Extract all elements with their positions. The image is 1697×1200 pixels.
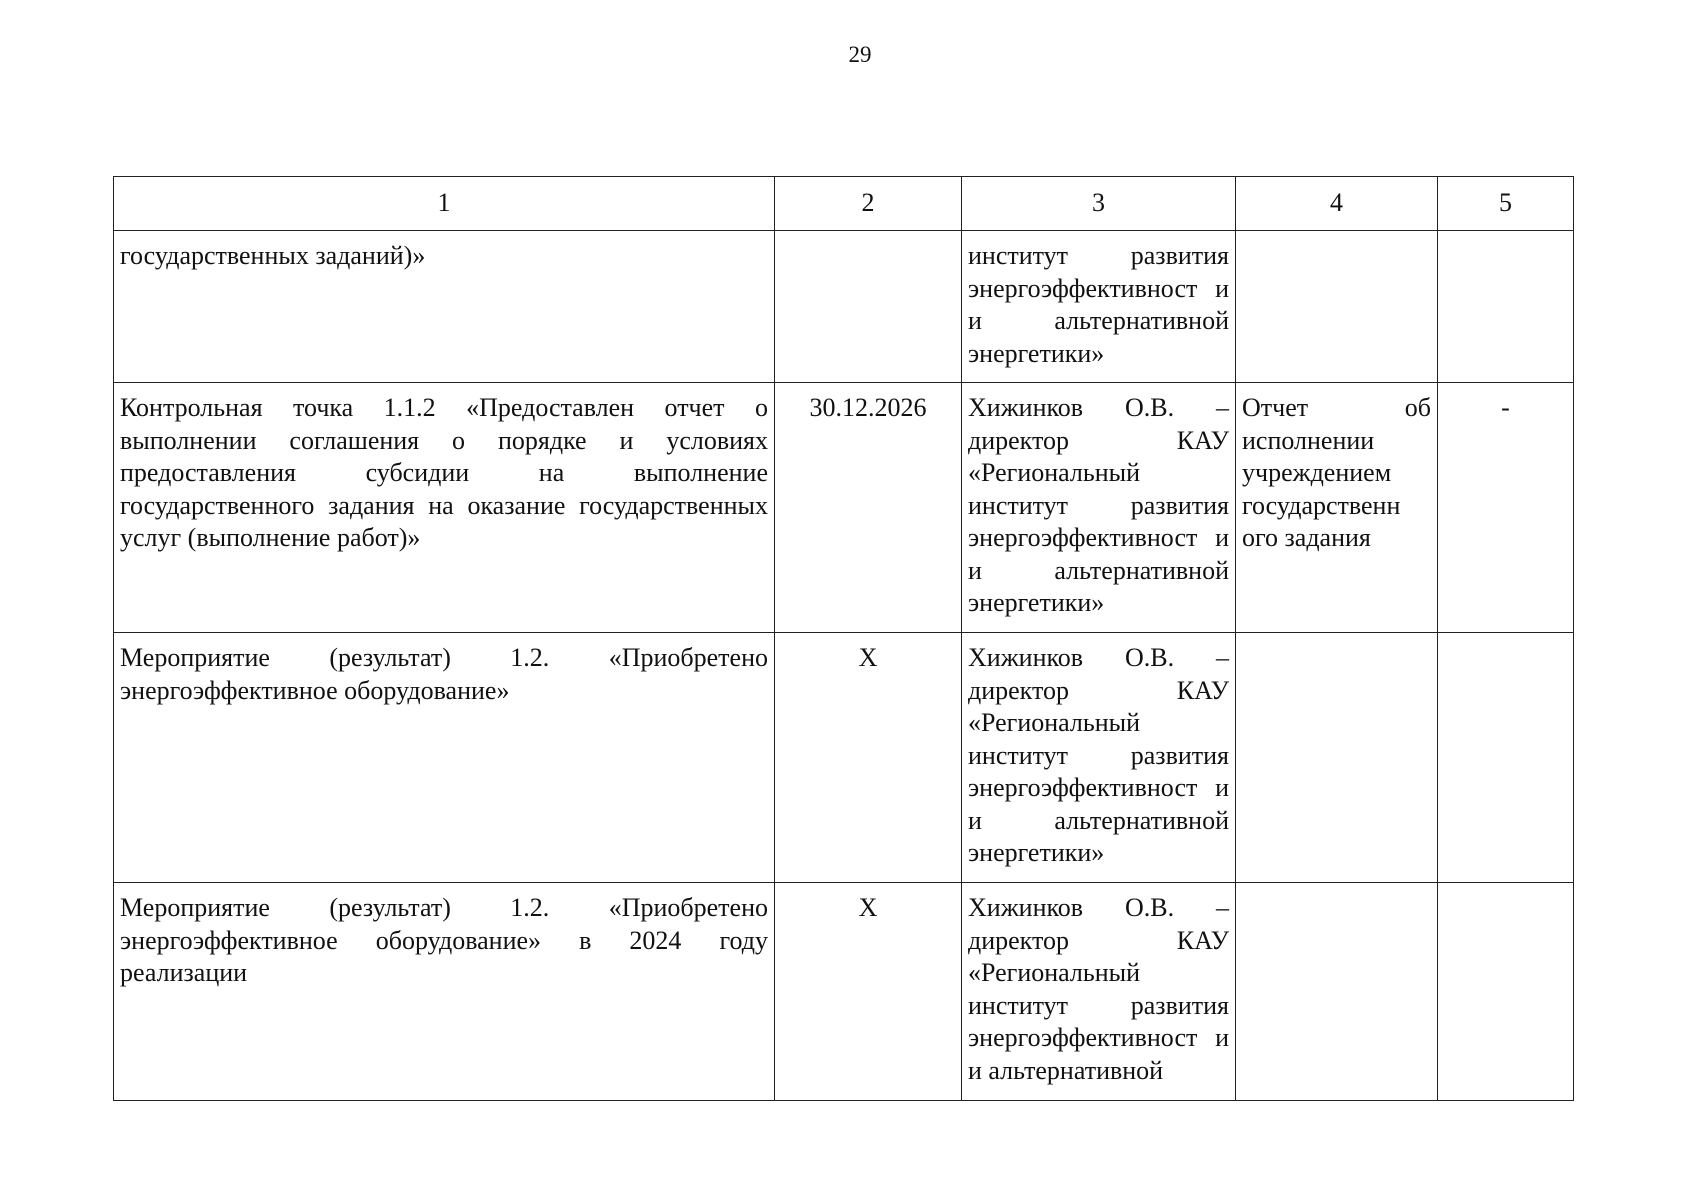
table-row <box>114 231 1574 383</box>
page-number: 29 <box>848 42 872 67</box>
note-cell <box>1438 231 1574 383</box>
table-row <box>114 883 1574 1101</box>
responsible-cell: Хижинков О.В. – директор КАУ «Региональный институт развития энергоэффективност и и альтернативной <box>962 883 1236 1101</box>
deadline-cell: 30.12.2026 <box>775 383 962 633</box>
document-cell <box>1236 633 1438 883</box>
document-cell <box>1236 231 1438 383</box>
deadline-cell: Х <box>775 883 962 1101</box>
deadline-cell <box>775 231 962 383</box>
note-cell <box>1438 883 1574 1101</box>
table-row <box>114 383 1574 633</box>
column-header-2: 2 <box>775 177 962 231</box>
responsible-cell: институт развития энергоэффективност и и альтернативной энергетики» <box>962 231 1236 383</box>
measure-name-cell: Контрольная точка 1.1.2 «Предоставлен отчет о выполнении соглашения о порядке и условиях предоставления субсидии на выполнение государственного задания на оказание государственных услуг (выполнение работ)» <box>114 383 775 633</box>
column-header-1: 1 <box>114 177 775 231</box>
note-cell <box>1438 633 1574 883</box>
measure-name-cell: Мероприятие (результат) 1.2. «Приобретено энергоэффективное оборудование» в 2024 году реализации <box>114 883 775 1101</box>
column-header-5: 5 <box>1438 177 1574 231</box>
deadline-cell: Х <box>775 633 962 883</box>
table-header-row <box>114 177 1574 231</box>
column-header-4: 4 <box>1236 177 1438 231</box>
measures-table <box>113 176 1574 1101</box>
measure-name-cell: государственных заданий)» <box>114 231 775 383</box>
note-cell: - <box>1438 383 1574 633</box>
measure-name-cell: Мероприятие (результат) 1.2. «Приобретено энергоэффективное оборудование» <box>114 633 775 883</box>
column-header-3: 3 <box>962 177 1236 231</box>
table-row <box>114 633 1574 883</box>
responsible-cell: Хижинков О.В. – директор КАУ «Региональный институт развития энергоэффективност и и альтернативной энергетики» <box>962 383 1236 633</box>
document-cell <box>1236 883 1438 1101</box>
document-cell: Отчет об исполнении учреждением государственн ого задания <box>1236 383 1438 633</box>
responsible-cell: Хижинков О.В. – директор КАУ «Региональный институт развития энергоэффективност и и альтернативной энергетики» <box>962 633 1236 883</box>
